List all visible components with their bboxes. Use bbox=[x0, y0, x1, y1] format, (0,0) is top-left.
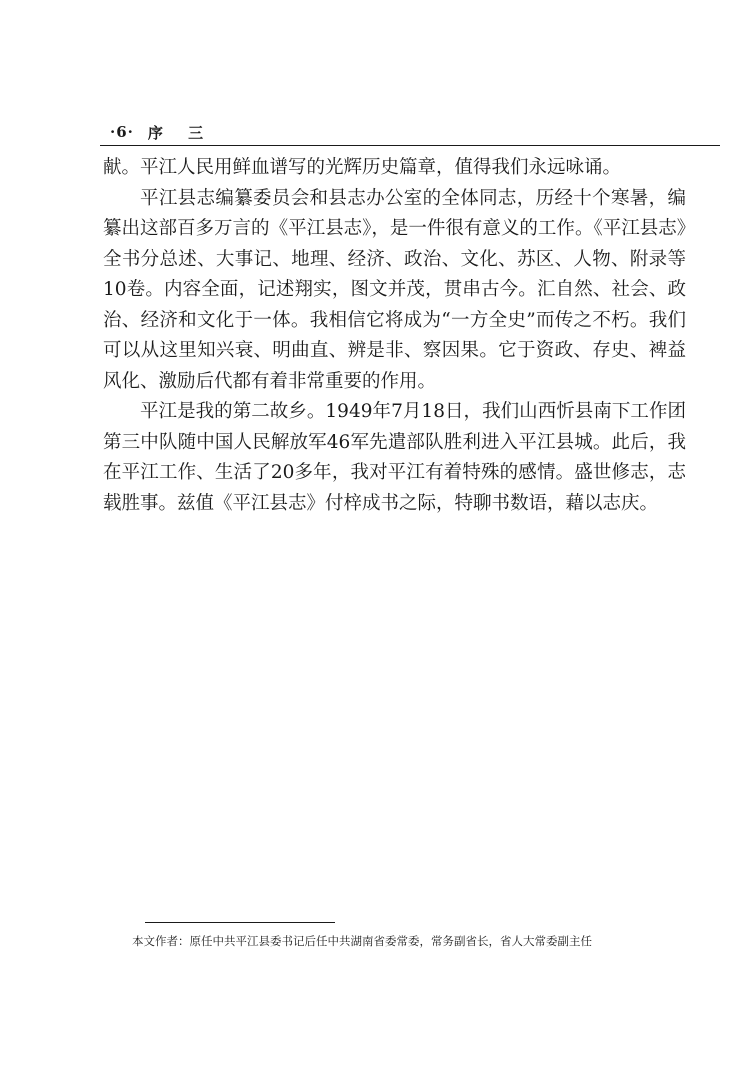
body-text bbox=[103, 153, 686, 519]
paragraph-continuation: 献。平江人民用鲜血谱写的光辉历史篇章，值得我们永远咏诵。 bbox=[103, 157, 622, 178]
running-head bbox=[110, 120, 213, 144]
header-rule bbox=[100, 145, 720, 146]
author-footnote: 本文作者：原任中共平江县委书记后任中共湖南省委常委，常务副省长，省人大常委副主任 bbox=[132, 934, 592, 948]
paragraph-second-hometown: 平江是我的第二故乡。1949年7月18日，我们山西忻县南下工作团第三中队随中国人民解放军46军先遣部队胜利进入平江县城。此后，我在平江工作、生活了20多年，我对平江有着特殊的感情。盛世修志，志载胜事。兹值《平江县志》付梓成书之际，特聊书数语，藉以志庆。 bbox=[103, 401, 686, 514]
paragraph-compilation: 平江县志编纂委员会和县志办公室的全体同志，历经十个寒暑，编纂出这部百多万言的《平江县志》，是一件很有意义的工作。《平江县志》全书分总述、大事记、地理、经济、政治、文化、苏区、人物、附录等10卷。内容全面，记述翔实，图文并茂，贯串古今。汇自然、社会、政治、经济和文化于一体。我相信它将成为“一方全史”而传之不朽。我们可以从这里知兴衰、明曲直、辨是非、察因果。它于资政、存史、裨益风化、激励后代都有着非常重要的作用。 bbox=[103, 187, 686, 392]
section-title: 序 三 bbox=[147, 123, 214, 142]
page-number: ·6· bbox=[110, 123, 134, 141]
footnote-rule bbox=[145, 922, 335, 923]
